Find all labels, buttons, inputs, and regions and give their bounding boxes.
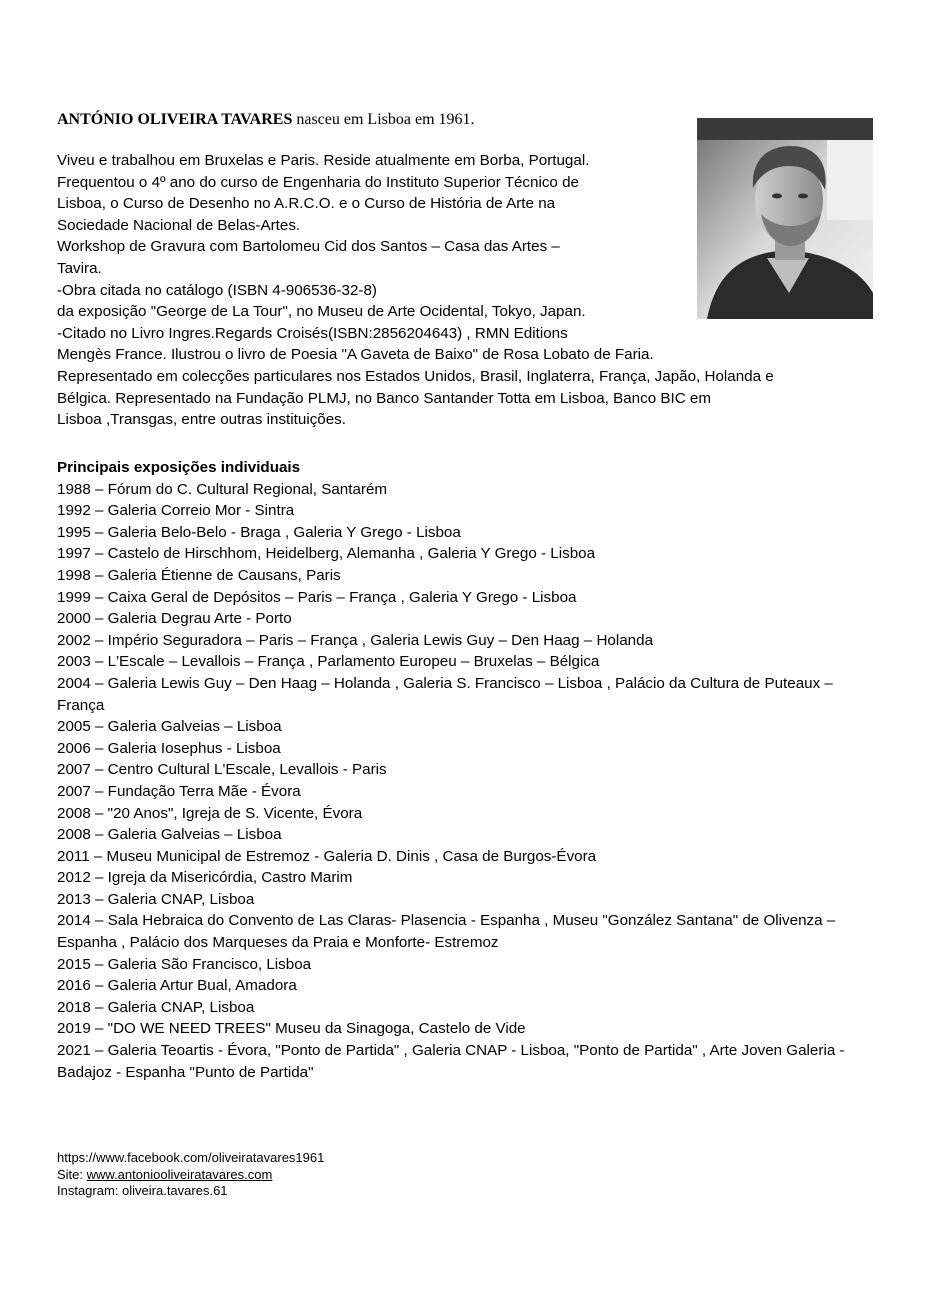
exhibition-item: 2003 – L'Escale – Levallois – França , Parlamento Europeu – Bruxelas – Bélgica xyxy=(57,653,600,671)
exhibition-item: 2007 – Fundação Terra Mãe - Évora xyxy=(57,782,301,800)
exhibition-item: 2005 – Galeria Galveias – Lisboa xyxy=(57,718,282,736)
exhibition-item: 2007 – Centro Cultural L'Escale, Levallois - Paris xyxy=(57,761,387,779)
bio-line: Lisboa ,Transgas, entre outras instituições. xyxy=(57,411,346,429)
exhibition-item: 1997 – Castelo de Hirschhom, Heidelberg, Alemanha , Galeria Y Grego - Lisboa xyxy=(57,545,596,563)
artist-name: ANTÓNIO OLIVEIRA TAVARES xyxy=(57,111,293,128)
exhibition-item: 1999 – Caixa Geral de Depósitos – Paris – França , Galeria Y Grego - Lisboa xyxy=(57,588,577,606)
instagram-handle: Instagram: oliveira.tavares.61 xyxy=(57,1183,228,1198)
exhibitions-heading: Principais exposições individuais xyxy=(57,459,301,476)
exhibition-item: 2016 – Galeria Artur Bual, Amadora xyxy=(57,977,297,995)
biography xyxy=(57,150,877,431)
exhibition-item: 2012 – Igreja da Misericórdia, Castro Marim xyxy=(57,869,353,887)
exhibition-item: 2015 – Galeria São Francisco, Lisboa xyxy=(57,955,312,973)
exhibition-item: 2018 – Galeria CNAP, Lisboa xyxy=(57,998,255,1016)
bio-line: -Obra citada no catálogo (ISBN 4-906536-32-8) xyxy=(57,281,377,299)
bio-line: Sociedade Nacional de Belas-Artes. xyxy=(57,216,301,234)
bio-line: Tavira. xyxy=(57,259,102,277)
bio-line: Workshop de Gravura com Bartolomeu Cid dos Santos – Casa das Artes – xyxy=(57,238,560,256)
bio-line: Viveu e trabalhou em Bruxelas e Paris. Reside atualmente em Borba, Portugal. xyxy=(57,152,590,169)
exhibition-item: 2002 – Império Seguradora – Paris – França , Galeria Lewis Guy – Den Haag – Holanda xyxy=(57,631,654,649)
bio-line: Lisboa, o Curso de Desenho no A.R.C.O. e o Curso de História de Arte na xyxy=(57,195,556,213)
exhibition-item: 2000 – Galeria Degrau Arte - Porto xyxy=(57,610,292,628)
bio-line: Frequentou o 4º ano do curso de Engenharia do Instituto Superior Técnico de xyxy=(57,173,579,191)
exhibition-item: 2013 – Galeria CNAP, Lisboa xyxy=(57,890,255,908)
exhibition-item: 1998 – Galeria Étienne de Causans, Paris xyxy=(57,566,341,584)
facebook-link[interactable]: https://www.facebook.com/oliveiratavares1961 xyxy=(57,1150,325,1165)
exhibition-item: 1995 – Galeria Belo-Belo - Braga , Galeria Y Grego - Lisboa xyxy=(57,523,461,541)
exhibition-item: 2006 – Galeria Iosephus - Lisboa xyxy=(57,739,281,757)
site-label: Site: xyxy=(57,1166,87,1182)
exhibition-item: 2019 – "DO WE NEED TREES" Museu da Sinagoga, Castelo de Vide xyxy=(57,1020,526,1038)
exhibition-item: 2011 – Museu Municipal de Estremoz - Galeria D. Dinis , Casa de Burgos-Évora xyxy=(57,847,597,865)
bio-line: -Citado no Livro Ingres.Regards Croisés(ISBN:2856204643) , RMN Editions xyxy=(57,324,568,342)
exhibition-item: 2014 – Sala Hebraica do Convento de Las Claras- Plasencia - Espanha , Museu "González Santana" de Olivenza – Espanha , Palácio dos Marqueses da Praia e Monforte- Estremoz xyxy=(57,912,836,952)
exhibitions-section xyxy=(57,457,883,1083)
title-rest: nasceu em Lisboa em 1961. xyxy=(292,111,475,128)
bio-line: Bélgica. Representado na Fundação PLMJ, no Banco Santander Totta em Lisboa, Banco BIC em xyxy=(57,389,712,407)
exhibition-item: 1988 – Fórum do C. Cultural Regional, Santarém xyxy=(57,480,388,498)
bio-line: Representado em colecções particulares nos Estados Unidos, Brasil, Inglaterra, França, Japão, Holanda e xyxy=(57,367,774,385)
site-link[interactable]: www.antoniooliveiratavares.com xyxy=(86,1166,273,1182)
bio-line: da exposição "George de La Tour", no Museu de Arte Ocidental, Tokyo, Japan. xyxy=(57,303,586,321)
contact-links xyxy=(57,1150,324,1200)
exhibition-item: 2021 – Galeria Teoartis - Évora, "Ponto de Partida" , Galeria CNAP - Lisboa, "Ponto de Partida" , Arte Joven Galeria - Badajoz - Espanha "Punto de Partida" xyxy=(57,1042,845,1081)
site-row xyxy=(57,1167,324,1184)
exhibition-item: 2008 – "20 Anos", Igreja de S. Vicente, Évora xyxy=(57,804,363,822)
exhibition-item: 2008 – Galeria Galveias – Lisboa xyxy=(57,826,282,844)
exhibition-item: 2004 – Galeria Lewis Guy – Den Haag – Holanda , Galeria S. Francisco – Lisboa , Palácio da Cultura de Puteaux – França xyxy=(57,674,833,714)
bio-line: Mengès France. Ilustrou o livro de Poesia "A Gaveta de Baixo" de Rosa Lobato de Faria. xyxy=(57,346,654,364)
exhibition-item: 1992 – Galeria Correio Mor - Sintra xyxy=(57,502,295,520)
page-title xyxy=(57,111,475,129)
